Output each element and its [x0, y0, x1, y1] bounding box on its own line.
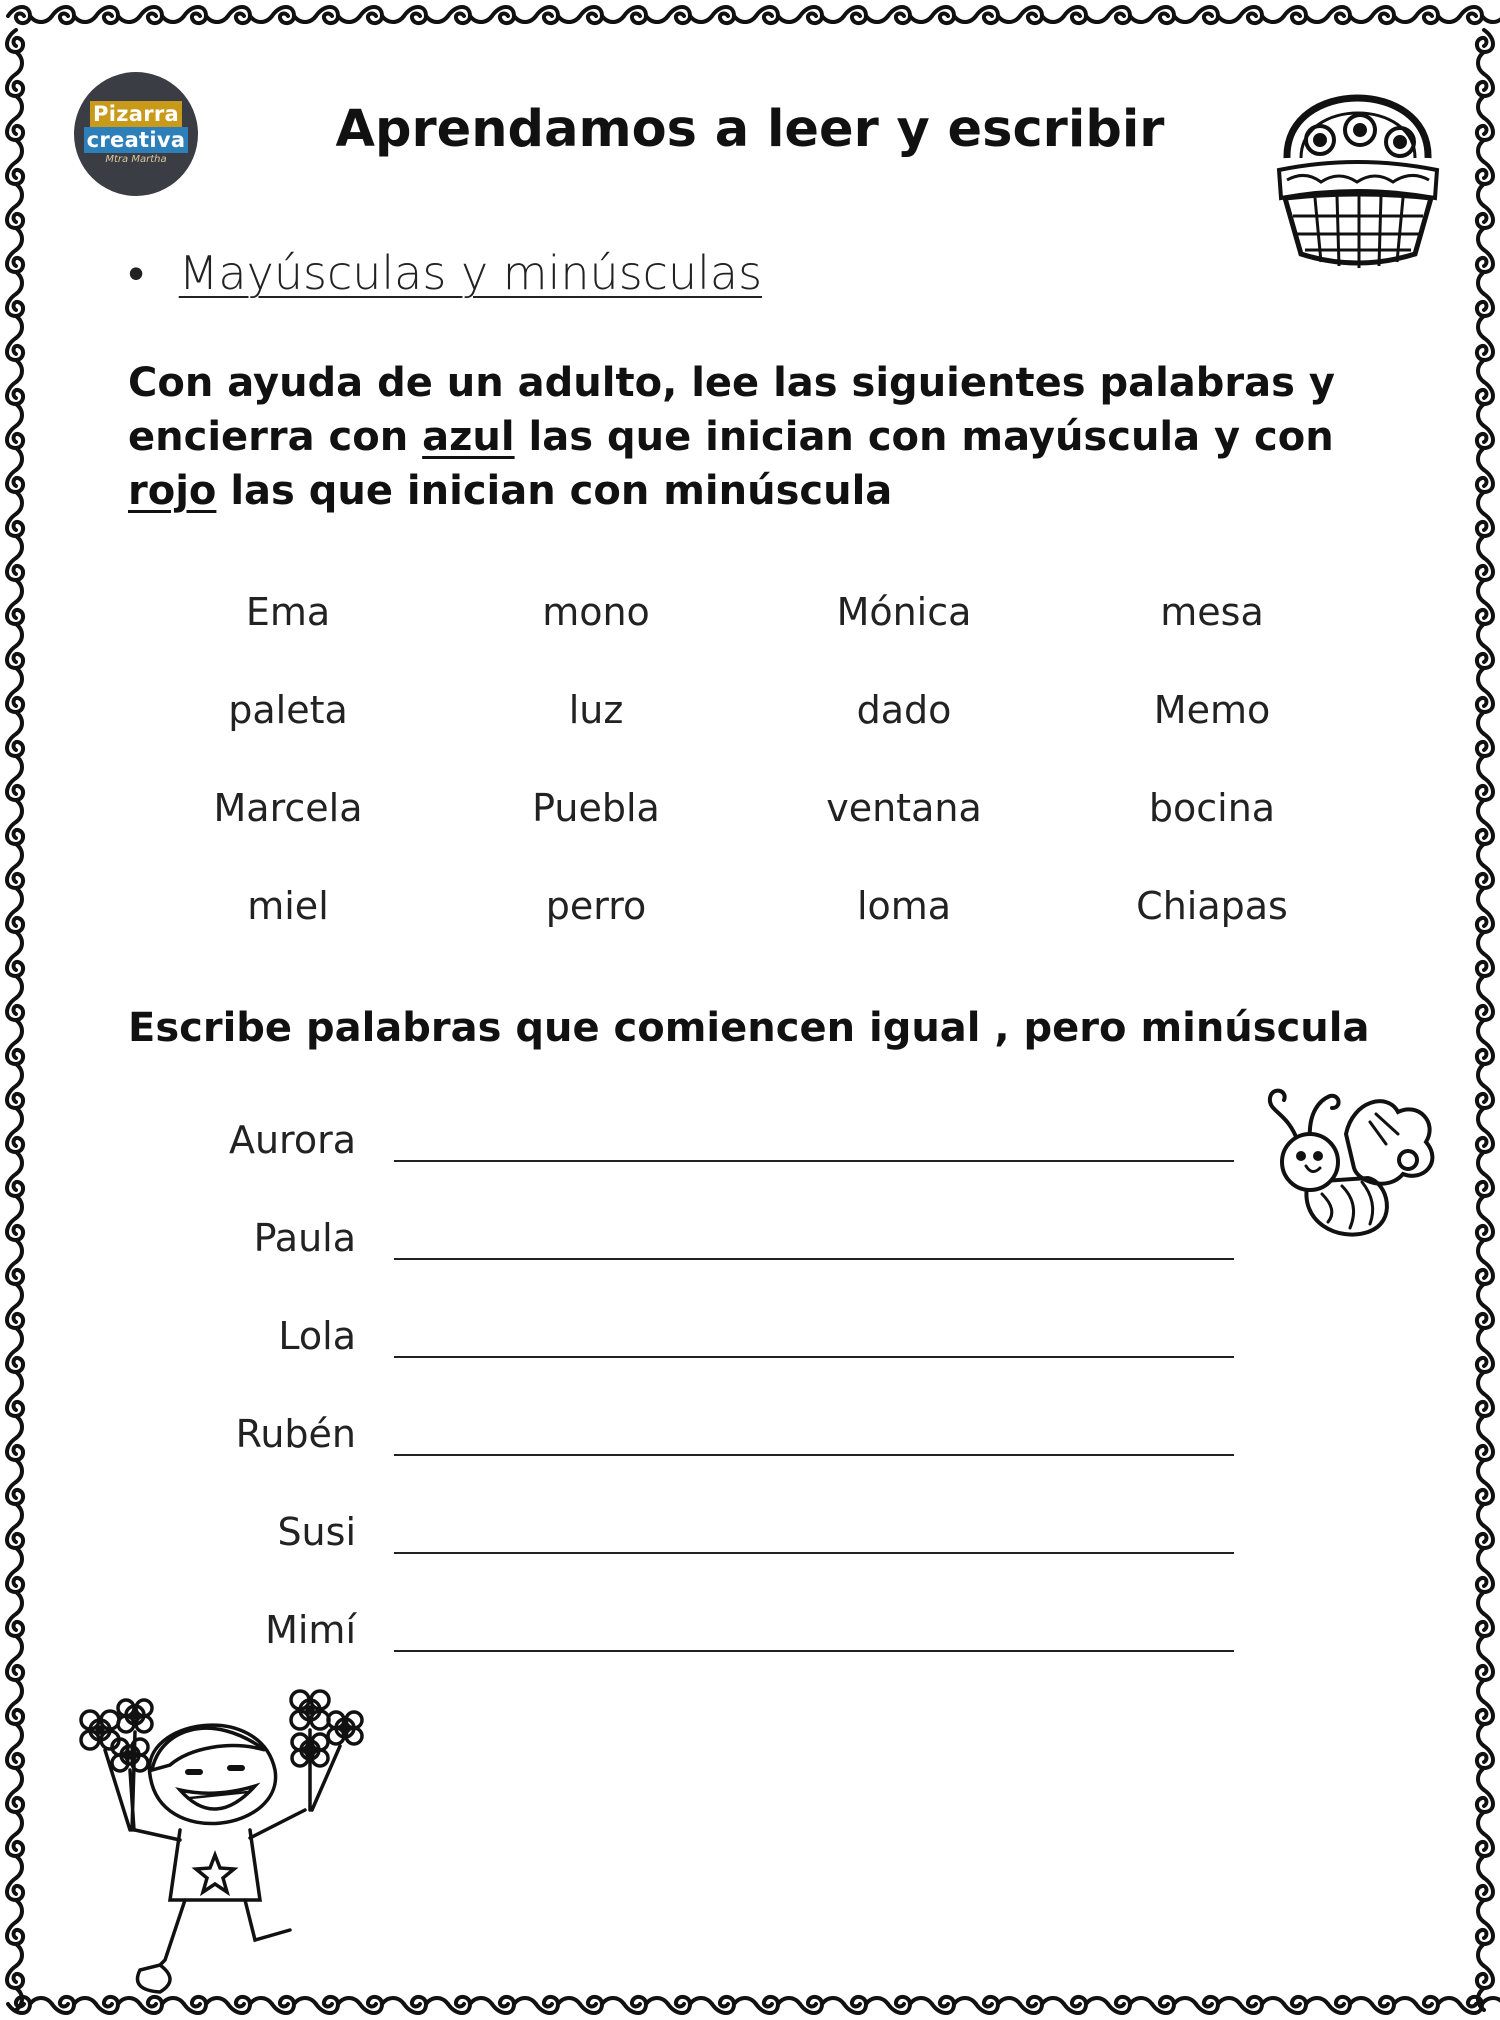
logo-text-line3: Mtra Martha	[105, 154, 167, 165]
name-label: Mimí	[265, 1608, 356, 1652]
name-label: Lola	[278, 1314, 356, 1358]
logo-text-line2: creativa	[84, 127, 189, 153]
logo-text-line1: Pizarra	[90, 101, 182, 127]
bee-icon	[1258, 1082, 1443, 1257]
word-item[interactable]: dado	[856, 688, 952, 732]
instruction-part3: las que inician con minúscula	[216, 468, 893, 514]
word-item[interactable]: ventana	[826, 786, 982, 830]
instruction-part1: Con ayuda de un adulto, lee las siguientes palabras y encierra con	[128, 360, 1335, 460]
word-item[interactable]: paleta	[228, 688, 348, 732]
section-subtitle	[128, 246, 762, 300]
kid-with-flowers-illustration	[60, 1680, 390, 2000]
word-item[interactable]: Memo	[1153, 688, 1271, 732]
exercise2-instruction: Escribe palabras que comiencen igual , pero minúscula	[128, 1005, 1370, 1051]
word-item[interactable]: Chiapas	[1136, 884, 1288, 928]
bullet-point: •	[128, 246, 145, 300]
name-label: Aurora	[228, 1118, 356, 1162]
word-item[interactable]: bocina	[1148, 786, 1276, 830]
writing-line[interactable]	[394, 1650, 1234, 1652]
word-item[interactable]: perro	[545, 884, 647, 928]
name-label: Rubén	[235, 1412, 356, 1456]
page-title: Aprendamos a leer y escribir	[335, 100, 1165, 159]
word-item[interactable]: mesa	[1160, 590, 1264, 634]
word-item[interactable]: Mónica	[836, 590, 972, 634]
writing-line[interactable]	[394, 1258, 1234, 1260]
name-label: Susi	[277, 1510, 356, 1554]
instruction-paragraph	[128, 356, 1368, 518]
writing-line[interactable]	[394, 1454, 1234, 1456]
writing-line[interactable]	[394, 1356, 1234, 1358]
word-item[interactable]: miel	[247, 884, 329, 928]
writing-line[interactable]	[394, 1552, 1234, 1554]
flower-basket-icon	[1265, 58, 1450, 278]
word-item[interactable]: mono	[542, 590, 650, 634]
word-item[interactable]: loma	[856, 884, 952, 928]
word-item[interactable]: Puebla	[532, 786, 660, 830]
word-item[interactable]: Marcela	[213, 786, 363, 830]
word-item[interactable]: Ema	[245, 590, 331, 634]
name-label: Paula	[253, 1216, 356, 1260]
subtitle-text: Mayúsculas y minúsculas	[178, 246, 763, 300]
instruction-part2: las que inician con mayúscula y con	[514, 414, 1334, 460]
instruction-rojo: rojo	[128, 468, 217, 514]
writing-line[interactable]	[394, 1160, 1234, 1162]
instruction-azul: azul	[422, 414, 515, 460]
word-item[interactable]: luz	[568, 688, 624, 732]
